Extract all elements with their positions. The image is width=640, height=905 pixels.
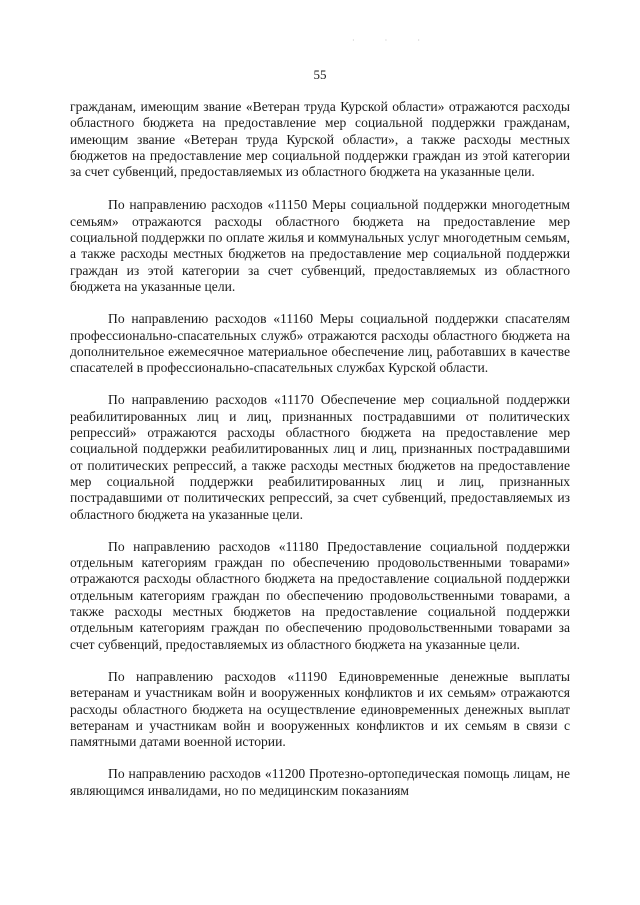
paragraph-11160: По направлению расходов «11160 Меры социальной поддержки спасателям профессионально-спасательных служб» отражаются расходы областного бюджета на дополнительное ежемесячное материальное обеспечение лиц, работавших в качестве спасателей в профессионально-спасательных службах Курской области. bbox=[70, 311, 570, 376]
scan-artifact-dots: · · · bbox=[352, 36, 434, 45]
paragraph-11190: По направлению расходов «11190 Единовременные денежные выплаты ветеранам и участникам войн и вооруженных конфликтов и их семьям» отражаются расходы областного бюджета на осуществление единовременных денежных выплат ветеранам и участникам войн и вооруженных конфликтов и их семьям в связи с памятными датами военной истории. bbox=[70, 668, 570, 750]
page-number: 55 bbox=[313, 67, 327, 82]
paragraph-11200: По направлению расходов «11200 Протезно-ортопедическая помощь лицам, не являющимся инвалидами, но по медицинским показаниям bbox=[70, 766, 570, 798]
paragraph-11180: По направлению расходов «11180 Предоставление социальной поддержки отдельным категориям граждан по обеспечению продовольственными товарами» отражаются расходы областного бюджета на предоставление социальной поддержки отдельным категориям граждан по обеспечению продовольственными товарами, а также расходы местных бюджетов на предоставление социальной поддержки отдельным категориям граждан по обеспечению продовольственными товарами за счет субвенций, предоставляемых из областного бюджета на указанные цели. bbox=[70, 538, 570, 652]
document-body bbox=[70, 99, 570, 799]
paragraph-11150: По направлению расходов «11150 Меры социальной поддержки многодетным семьям» отражаются расходы областного бюджета на предоставление мер социальной поддержки по оплате жилья и коммунальных услуг многодетным семьям, а также расходы местных бюджетов на предоставление мер социальной поддержки граждан из этой категории за счет субвенций, предоставляемых из областного бюджета на указанные цели. bbox=[70, 197, 570, 294]
paragraph-continuation: гражданам, имеющим звание «Ветеран труда Курской области» отражаются расходы областного бюджета на предоставление мер социальной поддержки гражданам, имеющим звание «Ветеран труда Курской области», а также расходы местных бюджетов на предоставление мер социальной поддержки граждан из этой категории за счет субвенций, предоставляемых из областного бюджета на указанные цели. bbox=[70, 99, 570, 180]
paragraph-11170: По направлению расходов «11170 Обеспечение мер социальной поддержки реабилитированных лиц и лиц, признанных пострадавшими от политических репрессий» отражаются расходы областного бюджета на предоставление мер социальной поддержки реабилитированных лиц и лиц, признанных пострадавшими от политических репрессий, а также расходы местных бюджетов на предоставление мер социальной поддержки реабилитированных лиц и лиц, признанных пострадавшими от политических репрессий, за счет субвенций, предоставляемых из областного бюджета на указанные цели. bbox=[70, 392, 570, 522]
